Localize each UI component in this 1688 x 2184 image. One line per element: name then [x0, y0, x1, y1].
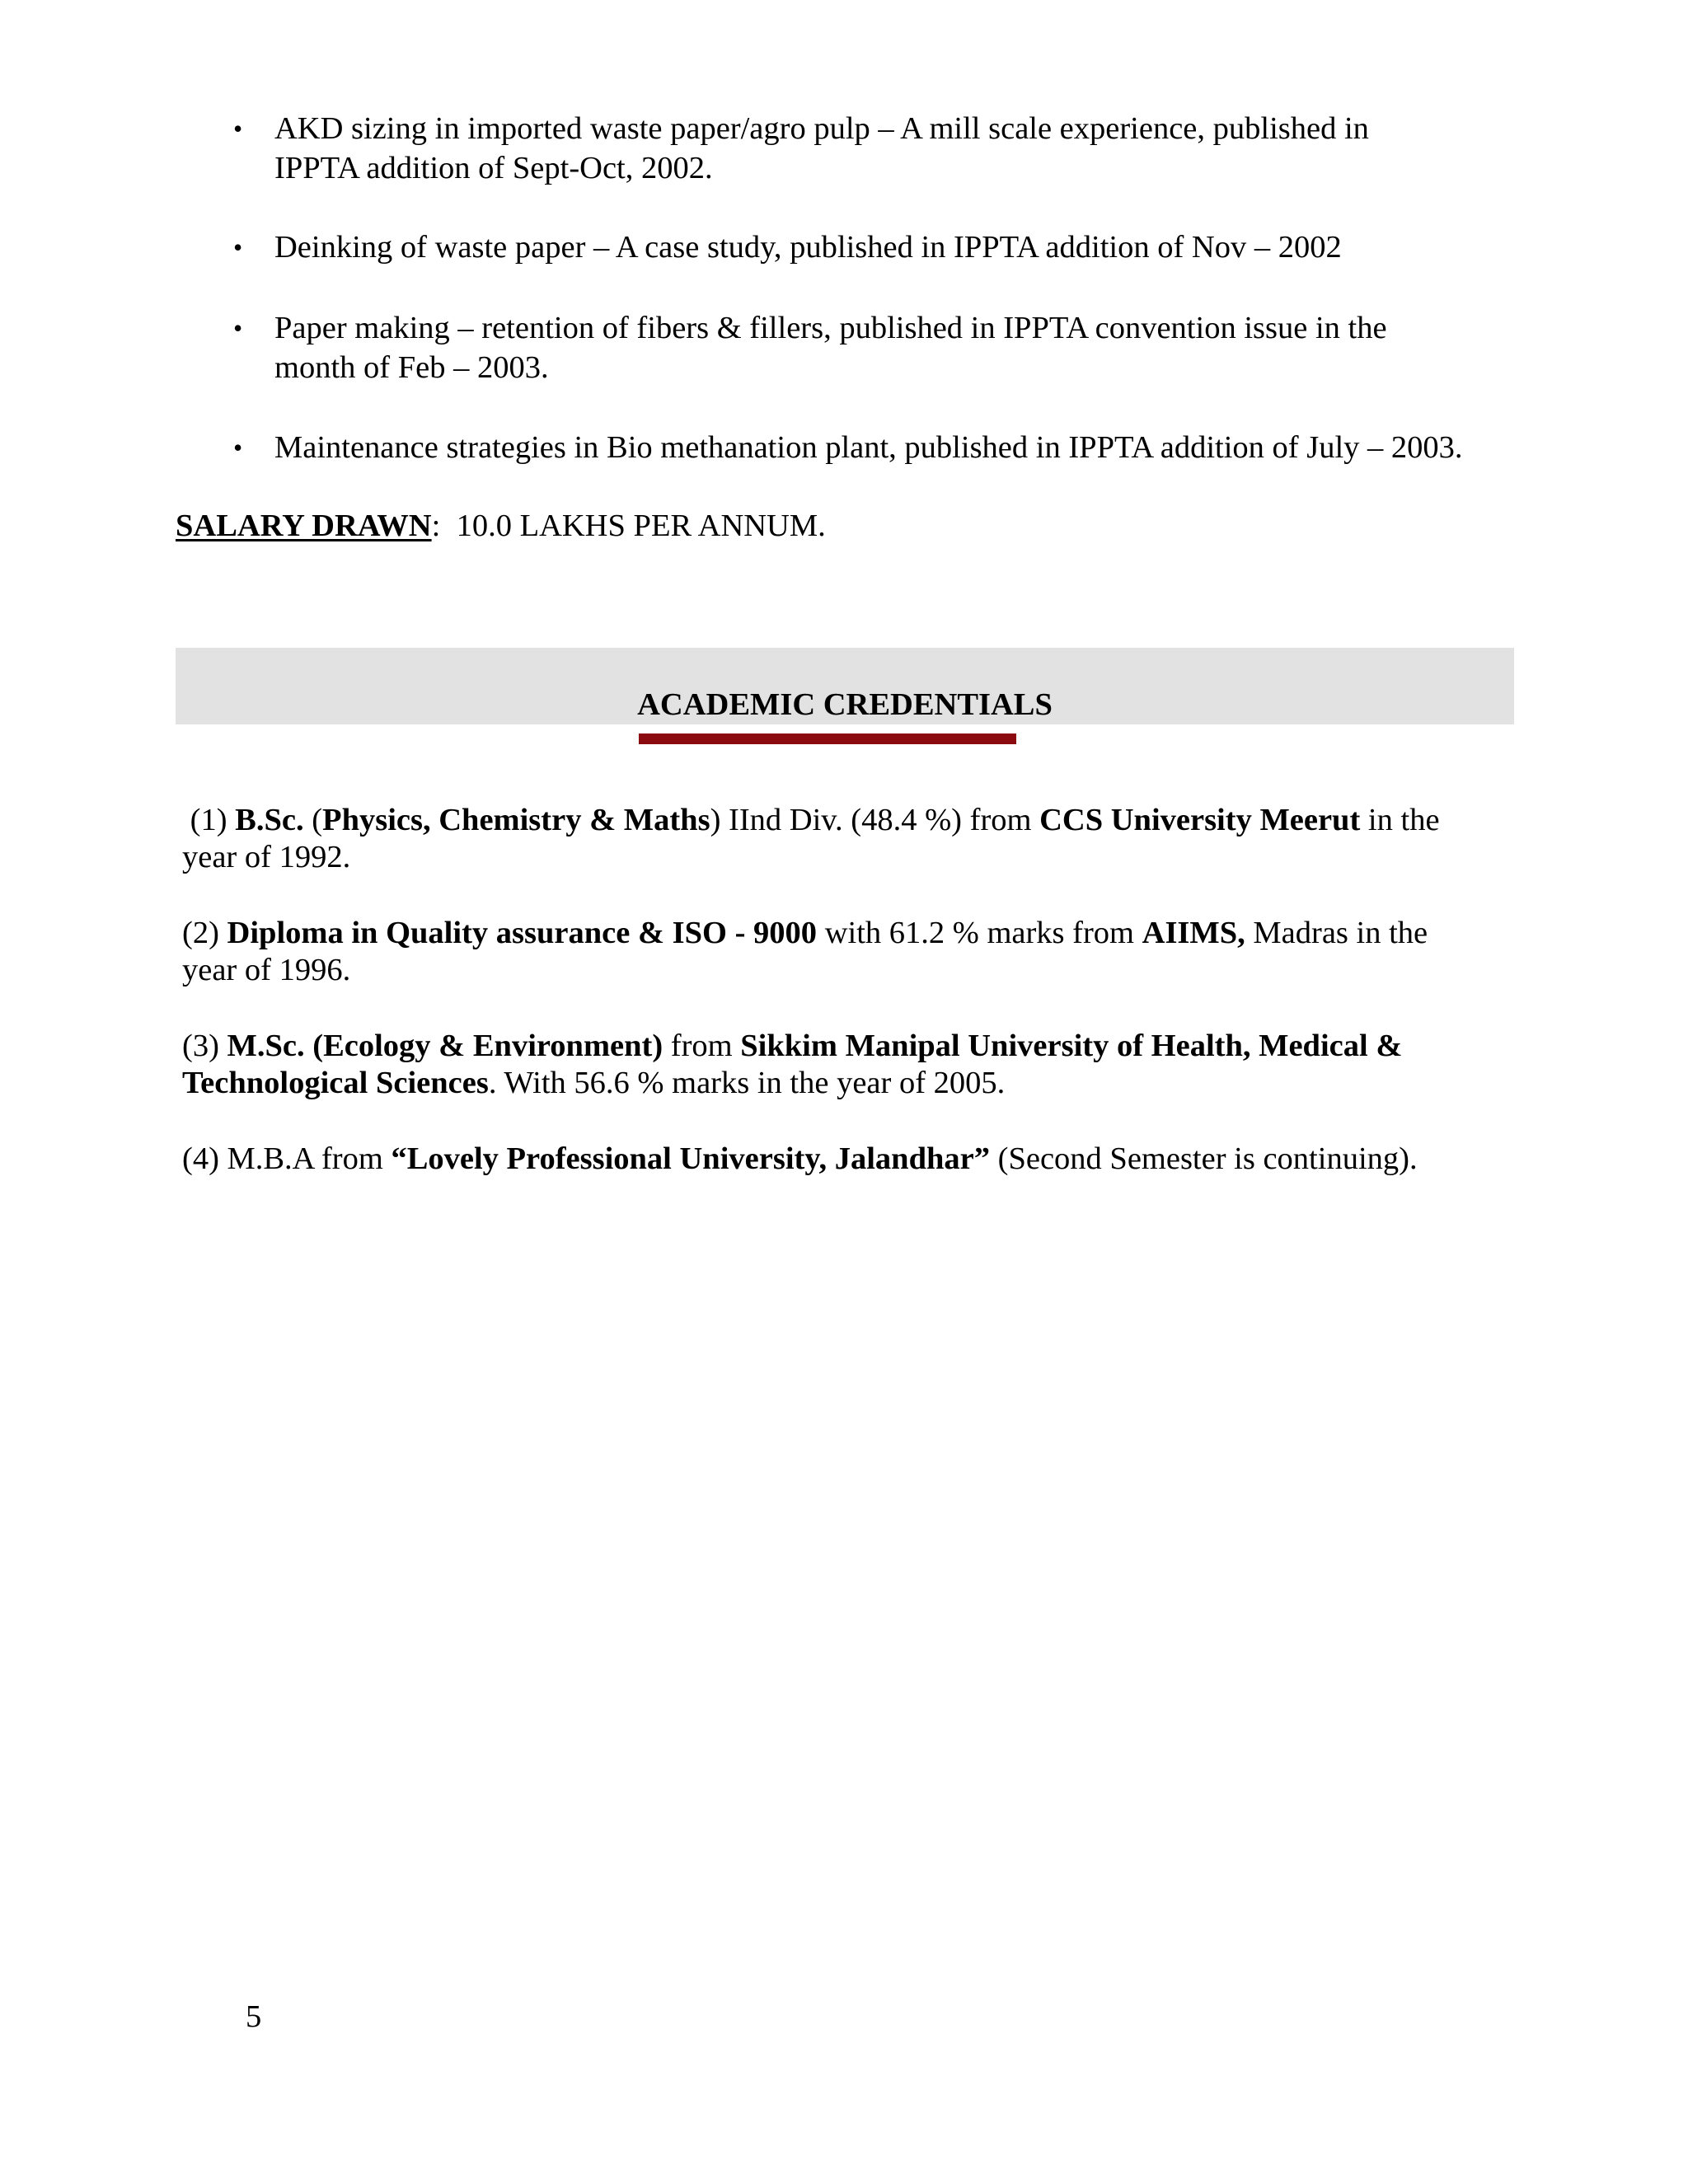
publication-text-line: Paper making – retention of fibers & fillers, published in IPPTA convention issue in the: [274, 311, 1387, 345]
credential-institution: CCS University Meerut: [1039, 803, 1361, 837]
credential-text: (: [303, 803, 323, 837]
credential-text: (2): [182, 916, 227, 950]
credential-item: [182, 1028, 1517, 1102]
credential-institution: “Lovely Professional University, Jalandhar”: [391, 1141, 990, 1176]
publication-text-line: Maintenance strategies in Bio methanation plant, published in IPPTA addition of July – 2003.: [274, 430, 1463, 465]
bullet-icon: •: [233, 114, 243, 143]
publication-text-line: IPPTA addition of Sept-Oct, 2002.: [274, 151, 713, 185]
credential-text: with 61.2 % marks from: [817, 916, 1142, 950]
publication-text-line: month of Feb – 2003.: [274, 350, 549, 385]
credential-degree: Diploma in Quality assurance & ISO - 9000: [227, 916, 818, 950]
salary-line: [176, 506, 826, 546]
page-number: 5: [246, 1999, 262, 2034]
publication-item: [233, 109, 1511, 188]
bullet-icon: •: [233, 232, 243, 262]
credential-line: [182, 915, 1517, 952]
salary-separator: :: [431, 509, 441, 543]
credential-text: ) IInd Div. (48.4 %) from: [710, 803, 1040, 837]
credential-degree: B.Sc.: [235, 803, 304, 837]
credential-line: [182, 1065, 1517, 1102]
bullet-icon: •: [233, 313, 243, 343]
credential-institution: Sikkim Manipal University of Health, Medical &: [740, 1029, 1403, 1063]
credential-institution: AIIMS,: [1142, 916, 1245, 950]
credential-institution: Technological Sciences: [182, 1066, 489, 1100]
credential-text: (3): [182, 1029, 227, 1063]
section-title: ACADEMIC CREDENTIALS: [637, 687, 1053, 722]
publication-text-line: AKD sizing in imported waste paper/agro pulp – A mill scale experience, published in: [274, 111, 1369, 146]
bullet-icon: •: [233, 433, 243, 462]
section-title-underline: [639, 733, 1016, 744]
credential-text: from: [663, 1029, 741, 1063]
credential-item: [182, 802, 1517, 876]
salary-value: 10.0 LAKHS PER ANNUM.: [456, 509, 826, 543]
credential-text: in the: [1360, 803, 1440, 837]
credential-text: (1): [190, 803, 236, 837]
credential-text: (4) M.B.A from: [182, 1141, 392, 1176]
publication-item: [233, 227, 1511, 267]
publication-text-line: Deinking of waste paper – A case study, published in IPPTA addition of Nov – 2002: [274, 230, 1342, 265]
credential-subjects: Physics, Chemistry & Maths: [322, 803, 710, 837]
credential-text: (Second Semester is continuing).: [990, 1141, 1418, 1176]
publication-item: [233, 308, 1511, 387]
credential-line: [182, 1028, 1517, 1065]
publication-item: [233, 428, 1511, 467]
credential-line: year of 1996.: [182, 953, 351, 987]
credential-line: [182, 1141, 1517, 1178]
credential-line: [182, 802, 1517, 839]
credential-item: [182, 915, 1517, 989]
credential-line: year of 1992.: [182, 840, 351, 874]
credential-item: [182, 1141, 1517, 1178]
credential-text: . With 56.6 % marks in the year of 2005.: [488, 1066, 1006, 1100]
credential-text: Madras in the: [1245, 916, 1428, 950]
salary-label: SALARY DRAWN: [176, 509, 432, 543]
credential-degree: M.Sc. (Ecology & Environment): [227, 1029, 663, 1063]
